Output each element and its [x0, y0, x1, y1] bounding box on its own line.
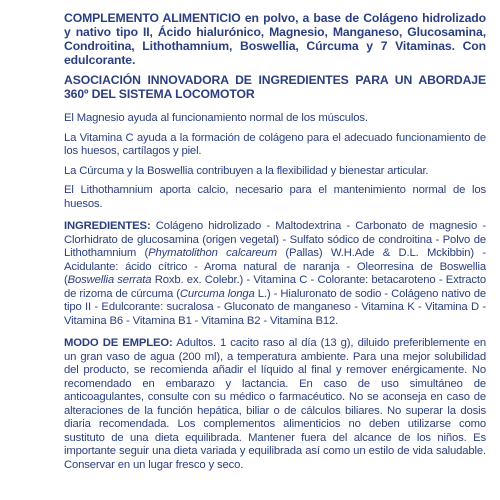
- innovation-heading: ASOCIACIÓN INNOVADORA DE INGREDIENTES PARA UN ABORDAJE 360º DEL SISTEMA LOCOMOTOR: [64, 73, 486, 101]
- ingredients-text-1: Colágeno hidrolizado - Maltodextrina - Carbonato de magnesio - Clorhidrato de glucosamina (origen vegetal) - Sulfato sódico de condroitina - Polvo de Lithothamnium (: [64, 220, 486, 259]
- usage-paragraph: [64, 337, 486, 472]
- ingredients-text-3: Roxb. ex. Colebr.) - Vitamina C - Colorante: betacaroteno - Extracto de rizoma de cúrcuma (: [64, 274, 486, 300]
- claim-magnesium: El Magnesio ayuda al funcionamiento normal de los músculos.: [64, 112, 368, 124]
- usage-text: Adultos. 1 cacito raso al día (13 g), diluido preferiblemente en un gran vaso de agua (200 ml), a temperatura ambiente. Para una mejor solubilidad del producto, se recomienda añadir el líquido al final y remover enérgicamente. No recomendado en embarazo y lactancia. En caso de uso simultáneo de anticoagulantes, consulte con su médico o farmacéutico. No se aconseja en caso de alteraciones de la función hepática, biliar o de cálculos biliares. No superar la dosis diaria recomendada. Los complementos alimenticios no deben utilizarse como sustituto de una dieta equilibrada. Mantener fuera del alcance de los niños. Es importante seguir una dieta variada y equilibrada así como un estilo de vida saludable. Conservar en un lugar fresco y seco.: [64, 337, 487, 471]
- claim-curcuma-boswellia: La Cúrcuma y la Boswellia contribuyen a la flexibilidad y bienestar articular.: [64, 164, 429, 177]
- ingredients-latin-name-1: Phymatolithon calcareum: [148, 247, 277, 259]
- ingredients-latin-name-2: Boswellia serrata: [67, 274, 152, 286]
- claim-lithothamnium: El Lithothamnium aporta calcio, necesario para el mantenimiento normal de los huesos.: [64, 184, 486, 210]
- ingredients-label: INGREDIENTES:: [64, 220, 151, 232]
- product-description-heading: COMPLEMENTO ALIMENTICIO en polvo, a base de Colágeno hidrolizado y nativo tipo II, Ácido hialurónico, Magnesio, Manganeso, Glucosamina, Condroitina, Lithothamnium, Boswellia, Cúrcuma y 7 Vitaminas. Con edulcorante.: [64, 11, 486, 67]
- claim-vitamin-c: La Vitamina C ayuda a la formación de colágeno para el adecuado funcionamiento de los huesos, cartílagos y piel.: [64, 131, 486, 157]
- ingredients-paragraph: [64, 220, 486, 328]
- ingredients-latin-name-3: Curcuma longa: [179, 287, 255, 300]
- usage-label: MODO DE EMPLEO:: [64, 337, 173, 349]
- ingredients-text-2: (Pallas) W.H.Ade & D.L. Mckibbin) - Acidulante: ácido cítrico - Aroma natural de naranja - Oleorresina de Boswellia (: [64, 247, 487, 286]
- ingredients-text-4: L.) - Hialuronato de sodio - Colágeno nativo de tipo II - Edulcorante: sucralosa - Gluconato de manganeso - Vitamina K - Vitamina D - Vitamina B6 - Vitamina B1 - Vitamina B2 - Vitamina B12.: [64, 287, 486, 327]
